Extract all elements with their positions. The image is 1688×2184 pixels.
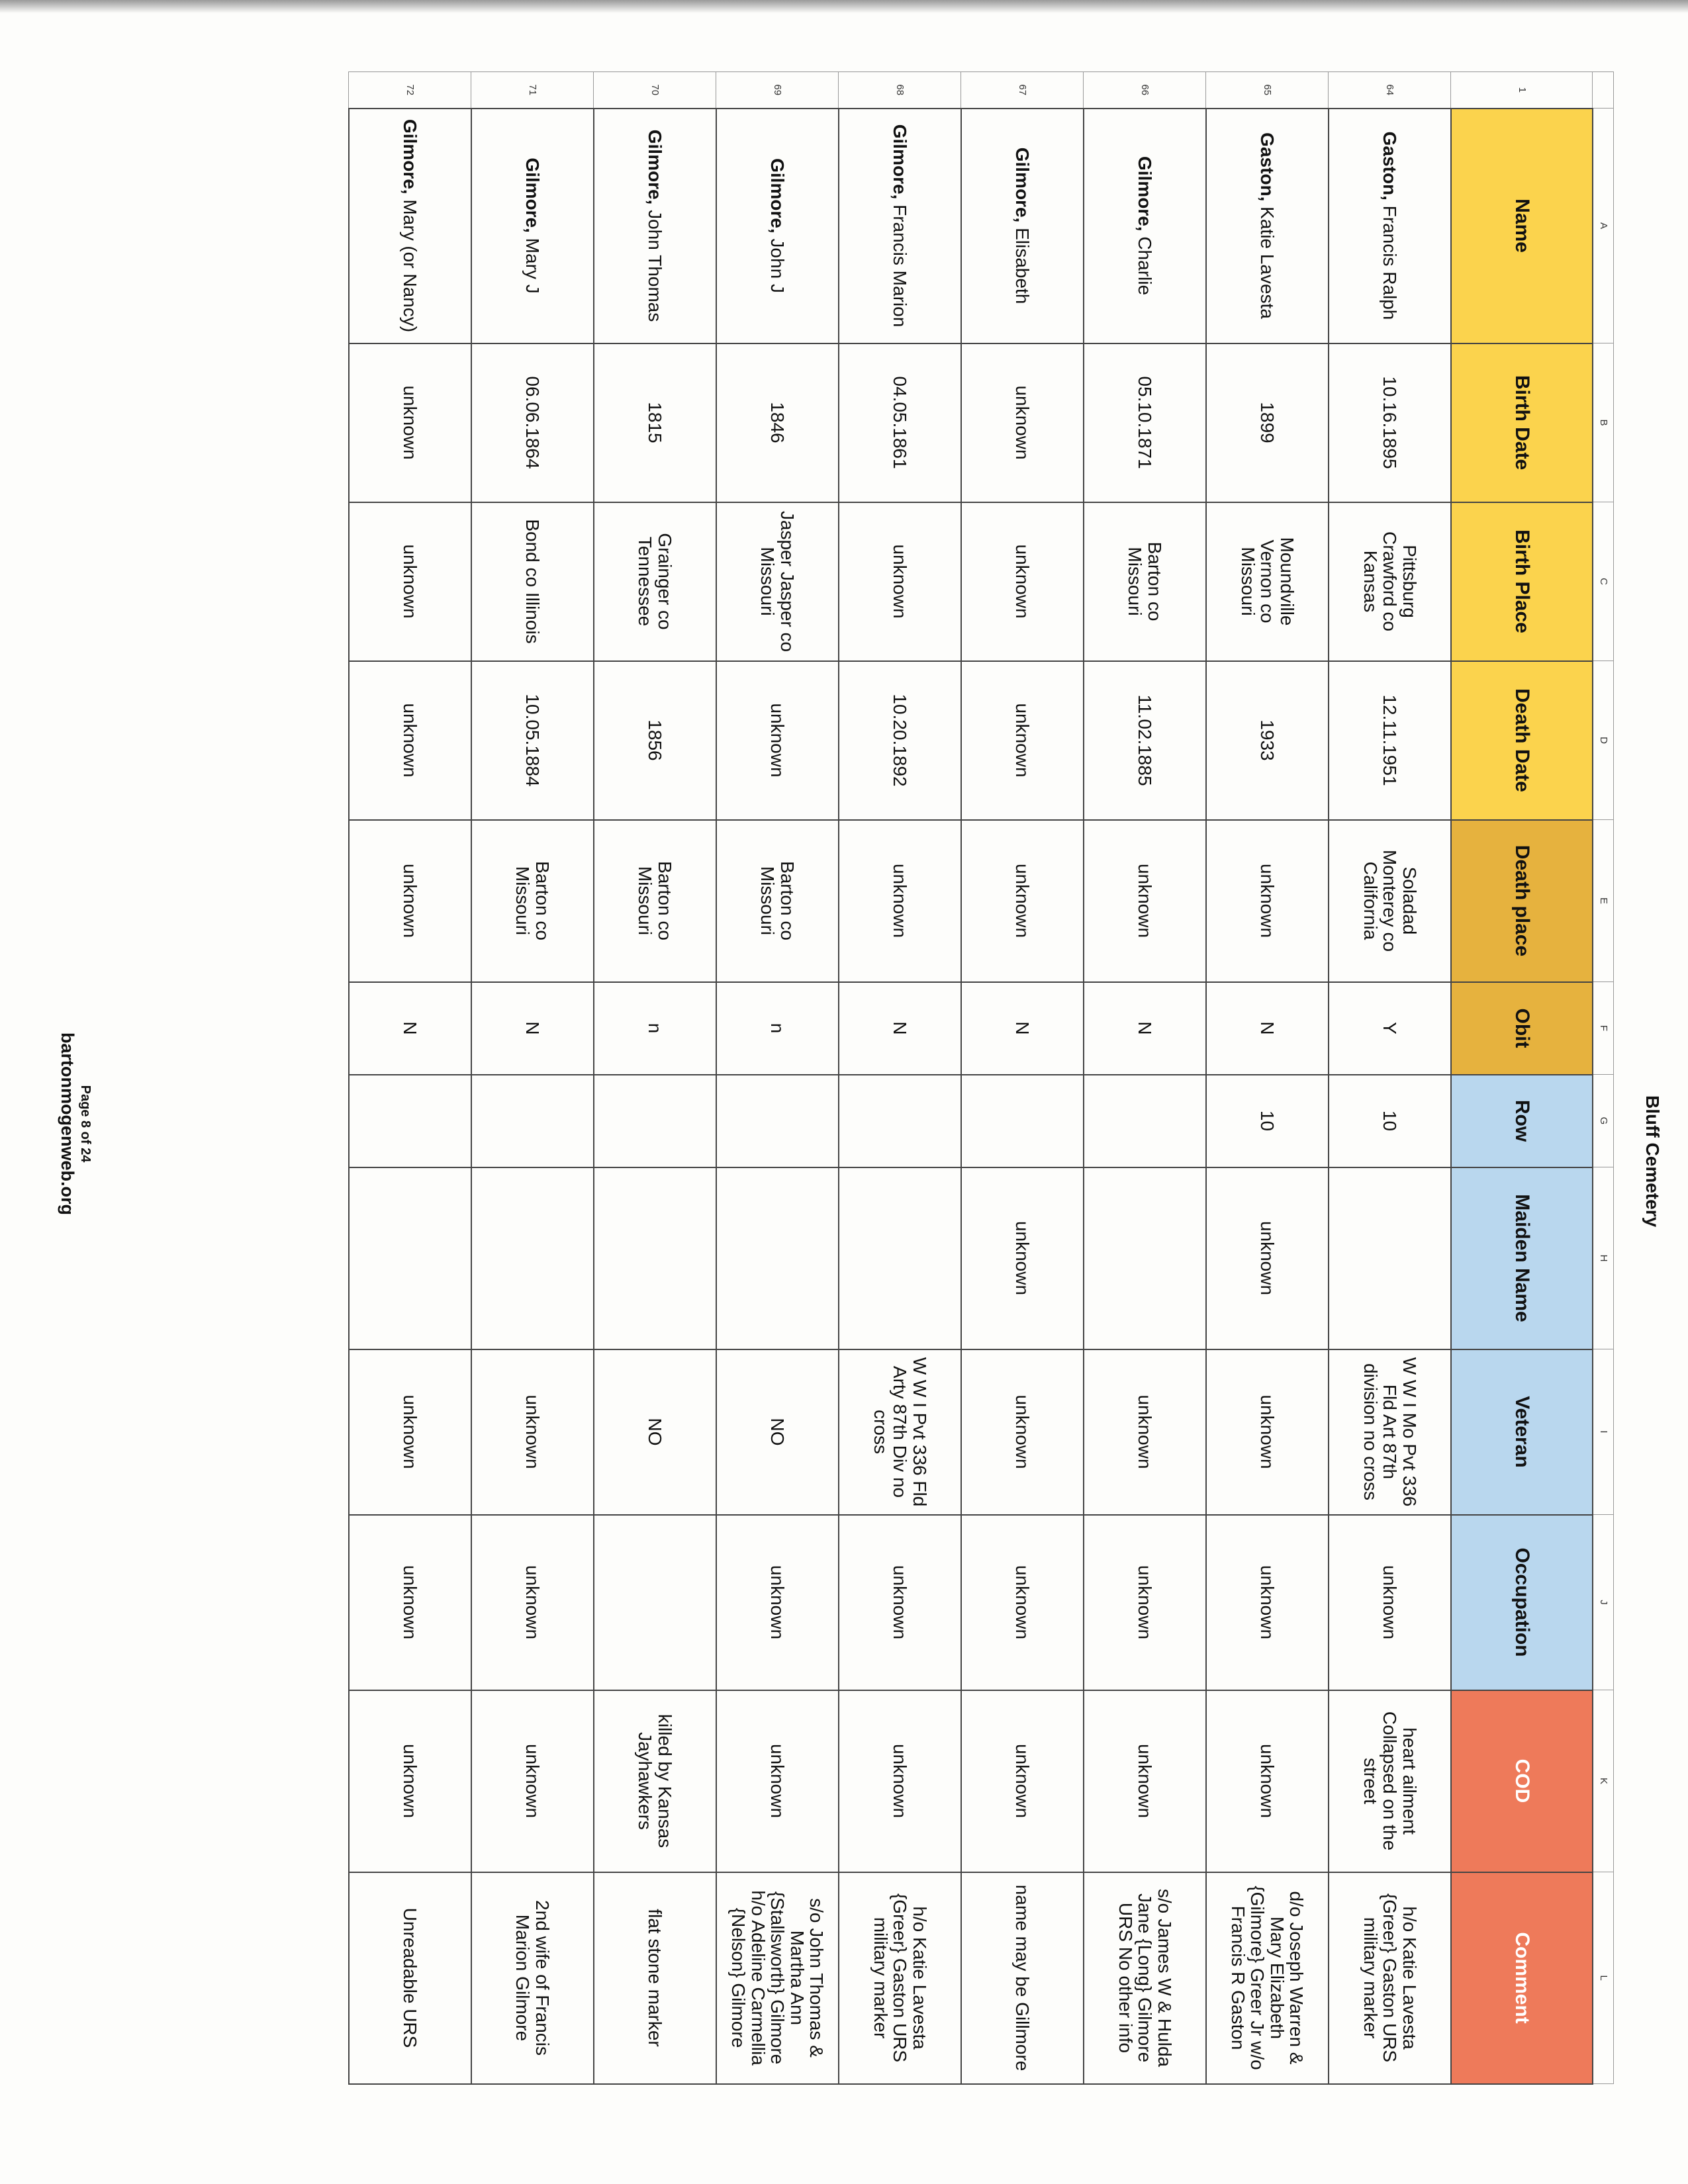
- given-name: Mary J: [522, 232, 543, 294]
- comment-cell: flat stone marker: [594, 1872, 716, 2084]
- header-death-date: Death Date: [1451, 661, 1593, 820]
- occupation-cell: unknown: [961, 1515, 1084, 1690]
- death-place-cell: unknown: [839, 820, 961, 982]
- comment-cell: name may be Gillmore: [961, 1872, 1084, 2084]
- cod-cell: unknown: [349, 1690, 471, 1872]
- death-place-cell: Barton co Missouri: [716, 820, 839, 982]
- maiden-name-cell: [839, 1167, 961, 1349]
- death-date-cell: 10.20.1892: [839, 661, 961, 820]
- row-cell: 10: [1206, 1075, 1329, 1167]
- name-cell: [471, 109, 594, 343]
- maiden-name-cell: unknown: [1206, 1167, 1329, 1349]
- name-cell: [349, 109, 471, 343]
- name-cell: [839, 109, 961, 343]
- obit-cell: n: [716, 982, 839, 1075]
- veteran-cell: unknown: [961, 1349, 1084, 1515]
- given-name: John Thomas: [645, 205, 666, 322]
- maiden-name-cell: [1084, 1167, 1206, 1349]
- row-cell: 10: [1329, 1075, 1451, 1167]
- birth-place-cell: Moundville Vernon co Missouri: [1206, 502, 1329, 661]
- column-letter: I: [1593, 1349, 1614, 1515]
- maiden-name-cell: [594, 1167, 716, 1349]
- header-birth-date: Birth Date: [1451, 343, 1593, 502]
- given-name: Francis Ralph: [1380, 200, 1401, 320]
- column-letter: E: [1593, 820, 1614, 982]
- death-date-cell: unknown: [716, 661, 839, 820]
- row-number: 66: [1084, 72, 1206, 109]
- column-letter: D: [1593, 661, 1614, 820]
- header-maiden-name: Maiden Name: [1451, 1167, 1593, 1349]
- birth-place-cell: unknown: [839, 502, 961, 661]
- death-place-cell: Barton co Missouri: [471, 820, 594, 982]
- surname: Gilmore,: [890, 124, 911, 200]
- row-number: 71: [471, 72, 594, 109]
- table-row: [594, 72, 716, 2084]
- maiden-name-cell: [716, 1167, 839, 1349]
- obit-cell: N: [1084, 982, 1206, 1075]
- death-date-cell: unknown: [961, 661, 1084, 820]
- death-date-cell: 10.05.1884: [471, 661, 594, 820]
- given-name: Charlie: [1135, 231, 1156, 296]
- header-birth-place: Birth Place: [1451, 502, 1593, 661]
- name-cell: [594, 109, 716, 343]
- given-name: Francis Marion: [890, 199, 911, 328]
- death-date-cell: 1933: [1206, 661, 1329, 820]
- header-row: Row: [1451, 1075, 1593, 1167]
- table-row: [1084, 72, 1206, 2084]
- column-letter-row: [1593, 72, 1614, 2084]
- surname: Gilmore,: [400, 118, 421, 195]
- veteran-cell: W W I Pvt 336 Fld Arty 87th Div no cross: [839, 1349, 961, 1515]
- row-cell: [716, 1075, 839, 1167]
- row-cell: [839, 1075, 961, 1167]
- occupation-cell: unknown: [1084, 1515, 1206, 1690]
- birth-place-cell: unknown: [349, 502, 471, 661]
- column-letter: F: [1593, 982, 1614, 1075]
- obit-cell: n: [594, 982, 716, 1075]
- row-number: 65: [1206, 72, 1329, 109]
- given-name: Elisabeth: [1012, 222, 1033, 304]
- header-death-place: Death place: [1451, 820, 1593, 982]
- row-cell: [961, 1075, 1084, 1167]
- birth-date-cell: 1846: [716, 343, 839, 502]
- name-cell: [1329, 109, 1451, 343]
- row-cell: [349, 1075, 471, 1167]
- row-cell: [1084, 1075, 1206, 1167]
- death-date-cell: 12.11.1951: [1329, 661, 1451, 820]
- header-comment: Comment: [1451, 1872, 1593, 2084]
- veteran-cell: NO: [594, 1349, 716, 1515]
- row-cell: [594, 1075, 716, 1167]
- table-row: [471, 72, 594, 2084]
- row-number: 67: [961, 72, 1084, 109]
- column-letter: J: [1593, 1515, 1614, 1690]
- death-date-cell: 11.02.1885: [1084, 661, 1206, 820]
- obit-cell: N: [1206, 982, 1329, 1075]
- veteran-cell: unknown: [1206, 1349, 1329, 1515]
- column-letter: H: [1593, 1167, 1614, 1349]
- comment-cell: d/o Joseph Warren & Mary Elizabeth {Gilmore} Greer Jr w/o Francis R Gaston: [1206, 1872, 1329, 2084]
- birth-place-cell: Bond co Illinois: [471, 502, 594, 661]
- comment-cell: s/o James W & Hulda Jane {Long} Gilmore URS No other info: [1084, 1872, 1206, 2084]
- obit-cell: N: [349, 982, 471, 1075]
- birth-date-cell: 1815: [594, 343, 716, 502]
- website: bartonmogenweb.org: [58, 1032, 77, 1215]
- burial-table: [348, 71, 1614, 2085]
- comment-cell: Unreadable URS: [349, 1872, 471, 2084]
- veteran-cell: W W I Mo Pvt 336 Fld Art 87th division no cross: [1329, 1349, 1451, 1515]
- corner-cell: [1593, 72, 1614, 109]
- column-letter: A: [1593, 109, 1614, 343]
- birth-place-cell: Pittsburg Crawford co Kansas: [1329, 502, 1451, 661]
- maiden-name-cell: [349, 1167, 471, 1349]
- birth-date-cell: 06.06.1864: [471, 343, 594, 502]
- table-row: [716, 72, 839, 2084]
- row-number: 68: [839, 72, 961, 109]
- birth-date-cell: unknown: [961, 343, 1084, 502]
- death-place-cell: Soladad Monterey co California: [1329, 820, 1451, 982]
- birth-place-cell: Grainger co Tennessee: [594, 502, 716, 661]
- name-cell: [1206, 109, 1329, 343]
- death-place-cell: unknown: [1206, 820, 1329, 982]
- occupation-cell: unknown: [839, 1515, 961, 1690]
- veteran-cell: unknown: [349, 1349, 471, 1515]
- birth-date-cell: 04.05.1861: [839, 343, 961, 502]
- cod-cell: unknown: [716, 1690, 839, 1872]
- occupation-cell: unknown: [1329, 1515, 1451, 1690]
- occupation-cell: unknown: [349, 1515, 471, 1690]
- header-name: Name: [1451, 109, 1593, 343]
- maiden-name-cell: [1329, 1167, 1451, 1349]
- row-number: 69: [716, 72, 839, 109]
- occupation-cell: [594, 1515, 716, 1690]
- obit-cell: Y: [1329, 982, 1451, 1075]
- given-name: John J: [767, 233, 788, 293]
- given-name: Mary (or Nancy): [400, 194, 421, 333]
- birth-place-cell: unknown: [961, 502, 1084, 661]
- birth-place-cell: Jasper Jasper co Missouri: [716, 502, 839, 661]
- table-row: [961, 72, 1084, 2084]
- maiden-name-cell: [471, 1167, 594, 1349]
- cemetery-title: Bluff Cemetery: [1642, 1095, 1663, 1228]
- birth-date-cell: unknown: [349, 343, 471, 502]
- obit-cell: N: [471, 982, 594, 1075]
- birth-date-cell: 05.10.1871: [1084, 343, 1206, 502]
- row-number: 72: [349, 72, 471, 109]
- cod-cell: unknown: [961, 1690, 1084, 1872]
- surname: Gaston,: [1380, 131, 1401, 201]
- comment-cell: h/o Katie Lavesta {Greer} Gaston URS military marker: [1329, 1872, 1451, 2084]
- column-letter: B: [1593, 343, 1614, 502]
- birth-place-cell: Barton co Missouri: [1084, 502, 1206, 661]
- column-letter: K: [1593, 1690, 1614, 1872]
- comment-cell: s/o John Thomas & Martha Ann {Stallsworth} Gilmore h/o Adeline Carmellia {Nelson} Gilmore: [716, 1872, 839, 2084]
- name-cell: [961, 109, 1084, 343]
- row-number: 70: [594, 72, 716, 109]
- cod-cell: unknown: [1206, 1690, 1329, 1872]
- veteran-cell: NO: [716, 1349, 839, 1515]
- veteran-cell: unknown: [471, 1349, 594, 1515]
- maiden-name-cell: unknown: [961, 1167, 1084, 1349]
- header-occupation: Occupation: [1451, 1515, 1593, 1690]
- row-number: 64: [1329, 72, 1451, 109]
- obit-cell: N: [961, 982, 1084, 1075]
- comment-cell: 2nd wife of Francis Marion Gilmore: [471, 1872, 594, 2084]
- cod-cell: unknown: [839, 1690, 961, 1872]
- death-date-cell: 1856: [594, 661, 716, 820]
- obit-cell: N: [839, 982, 961, 1075]
- occupation-cell: unknown: [716, 1515, 839, 1690]
- occupation-cell: unknown: [1206, 1515, 1329, 1690]
- death-place-cell: Barton co Missouri: [594, 820, 716, 982]
- surname: Gilmore,: [1012, 147, 1033, 223]
- comment-cell: h/o Katie Lavesta {Greer} Gaston URS military marker: [839, 1872, 961, 2084]
- name-cell: [1084, 109, 1206, 343]
- birth-date-cell: 1899: [1206, 343, 1329, 502]
- birth-date-cell: 10.16.1895: [1329, 343, 1451, 502]
- table-row: [1206, 72, 1329, 2084]
- page-footer: [57, 1032, 93, 1215]
- name-cell: [716, 109, 839, 343]
- cod-cell: unknown: [471, 1690, 594, 1872]
- surname: Gilmore,: [1135, 156, 1156, 232]
- row-number: 1: [1451, 72, 1593, 109]
- surname: Gilmore,: [767, 158, 788, 234]
- veteran-cell: unknown: [1084, 1349, 1206, 1515]
- table-row: [839, 72, 961, 2084]
- given-name: Katie Lavesta: [1257, 201, 1278, 319]
- column-letter: C: [1593, 502, 1614, 661]
- cod-cell: unknown: [1084, 1690, 1206, 1872]
- column-letter: G: [1593, 1075, 1614, 1167]
- occupation-cell: unknown: [471, 1515, 594, 1690]
- death-place-cell: unknown: [961, 820, 1084, 982]
- surname: Gaston,: [1257, 132, 1278, 202]
- header-cod: COD: [1451, 1690, 1593, 1872]
- header-veteran: Veteran: [1451, 1349, 1593, 1515]
- table-row: [1329, 72, 1451, 2084]
- table-row: [349, 72, 471, 2084]
- column-letter: L: [1593, 1872, 1614, 2084]
- surname: Gilmore,: [645, 129, 666, 205]
- page-number: Page 8 of 24: [78, 1085, 93, 1163]
- surname: Gilmore,: [522, 158, 543, 233]
- cod-cell: killed by Kansas Jayhawkers: [594, 1690, 716, 1872]
- header-row: [1451, 72, 1593, 2084]
- header-obit: Obit: [1451, 982, 1593, 1075]
- death-place-cell: unknown: [1084, 820, 1206, 982]
- cod-cell: heart ailment Collapsed on the street: [1329, 1690, 1451, 1872]
- death-place-cell: unknown: [349, 820, 471, 982]
- death-date-cell: unknown: [349, 661, 471, 820]
- row-cell: [471, 1075, 594, 1167]
